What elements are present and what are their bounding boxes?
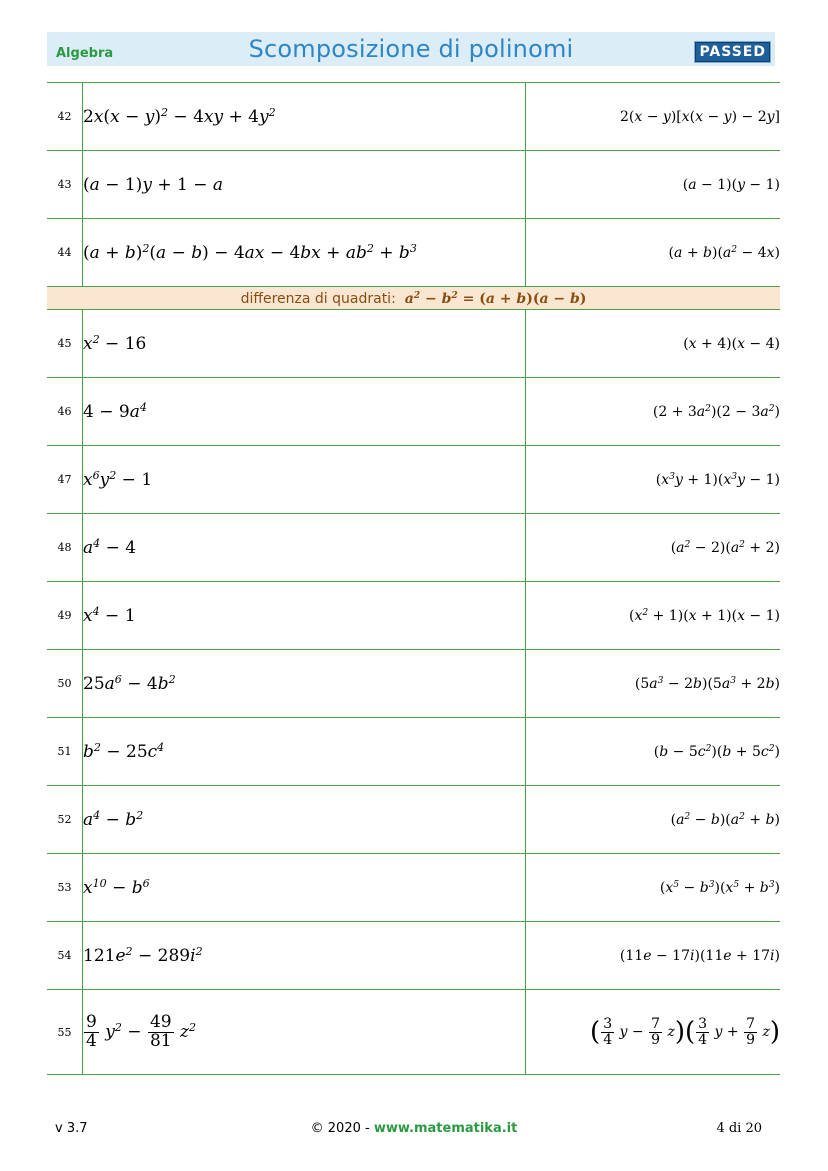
page-title: Scomposizione di polinomi: [248, 35, 574, 63]
table-row: [47, 990, 780, 1075]
section-row-differenza-quadrati: [47, 287, 780, 310]
exercise-number: 49: [47, 582, 83, 650]
table-row: [47, 219, 780, 287]
exercise-expression: $25a^6 - 4b^2$: [83, 650, 526, 718]
table-row: [47, 922, 780, 990]
exercise-number: 55: [47, 990, 83, 1075]
exercise-result: $(a + b)(a^2 - 4x)$: [526, 219, 781, 287]
exercise-table: [47, 82, 780, 1075]
exercise-number: 47: [47, 446, 83, 514]
exercise-expression: $x^4 - 1$: [83, 582, 526, 650]
page-number: 4 di 20: [716, 1121, 762, 1136]
exercise-number: 52: [47, 786, 83, 854]
exercise-number: 53: [47, 854, 83, 922]
table-row: [47, 582, 780, 650]
exercise-result: $(a^2 - b)(a^2 + b)$: [526, 786, 781, 854]
exercise-expression: $x^{10} - b^6$: [83, 854, 526, 922]
exercise-result: (x + 4)(x − 4): [526, 310, 781, 378]
exercise-result: $(a^2 - 2)(a^2 + 2)$: [526, 514, 781, 582]
exercise-number: 43: [47, 151, 83, 219]
table-row: [47, 378, 780, 446]
exercise-expression: (a − 1)y + 1 − a: [83, 151, 526, 219]
table-row: [47, 151, 780, 219]
table-row: [47, 718, 780, 786]
exercise-result: 2(x − y)[x(x − y) − 2y]: [526, 83, 781, 151]
exercise-number: 51: [47, 718, 83, 786]
exercise-expression: $(a + b)^2(a - b) - 4ax - 4bx + ab^2 + b^3$: [83, 219, 526, 287]
exercise-expression: $2x(x - y)^2 - 4xy + 4y^2$: [83, 83, 526, 151]
exercise-number: 46: [47, 378, 83, 446]
table-row: [47, 514, 780, 582]
exercise-result: $(5a^3 - 2b)(5a^3 + 2b)$: [526, 650, 781, 718]
copyright-text: © 2020 -: [310, 1121, 370, 1136]
exercise-result: $(x^2 + 1)(x + 1)(x - 1)$: [526, 582, 781, 650]
table-row: [47, 310, 780, 378]
table-row: [47, 446, 780, 514]
exercise-expression: $a^4 - 4$: [83, 514, 526, 582]
table-row: [47, 854, 780, 922]
table-row: [47, 83, 780, 151]
site-link[interactable]: www.matematika.it: [373, 1121, 518, 1136]
table-row: [47, 786, 780, 854]
exercise-result: $(x^5 - b^3)(x^5 + b^3)$: [526, 854, 781, 922]
exercise-expression: $4 - 9a^4$: [83, 378, 526, 446]
exercise-expression: $x^2 - 16$: [83, 310, 526, 378]
table-row: [47, 650, 780, 718]
exercise-number: 44: [47, 219, 83, 287]
passed-badge: PASSED: [694, 41, 771, 63]
exercise-result: $(2 + 3a^2)(2 - 3a^2)$: [526, 378, 781, 446]
exercise-number: 54: [47, 922, 83, 990]
section-label: differenza di quadrati:: [240, 290, 396, 307]
exercise-expression: $x^6y^2 - 1$: [83, 446, 526, 514]
exercise-expression: $121e^2 - 289i^2$: [83, 922, 526, 990]
version-label: v 3.7: [55, 1121, 88, 1136]
exercise-result: ( $\frac{3}{4}$ y − $\frac{7}{9}$ z)( $\frac{3}{4}$ y + $\frac{7}{9}$ z): [526, 990, 781, 1075]
exercise-number: 50: [47, 650, 83, 718]
exercise-number: 45: [47, 310, 83, 378]
exercise-number: 48: [47, 514, 83, 582]
exercise-expression: $b^2 - 25c^4$: [83, 718, 526, 786]
exercise-expression: $\frac{9}{4}$ $y^2$ − $\frac{49}{81}$ $z^2$: [83, 990, 526, 1075]
exercise-result: (11e − 17i)(11e + 17i): [526, 922, 781, 990]
exercise-result: $(b - 5c^2)(b + 5c^2)$: [526, 718, 781, 786]
page-header: [47, 32, 775, 66]
section-formula: $a^2 - b^2 = (a + b)(a - b)$: [404, 289, 587, 307]
exercise-expression: $a^4 - b^2$: [83, 786, 526, 854]
exercise-result: (a − 1)(y − 1): [526, 151, 781, 219]
exercise-result: $(x^3y + 1)(x^3y - 1)$: [526, 446, 781, 514]
copyright-line: [0, 1121, 828, 1136]
subject-label: Algebra: [56, 46, 114, 61]
exercise-number: 42: [47, 83, 83, 151]
